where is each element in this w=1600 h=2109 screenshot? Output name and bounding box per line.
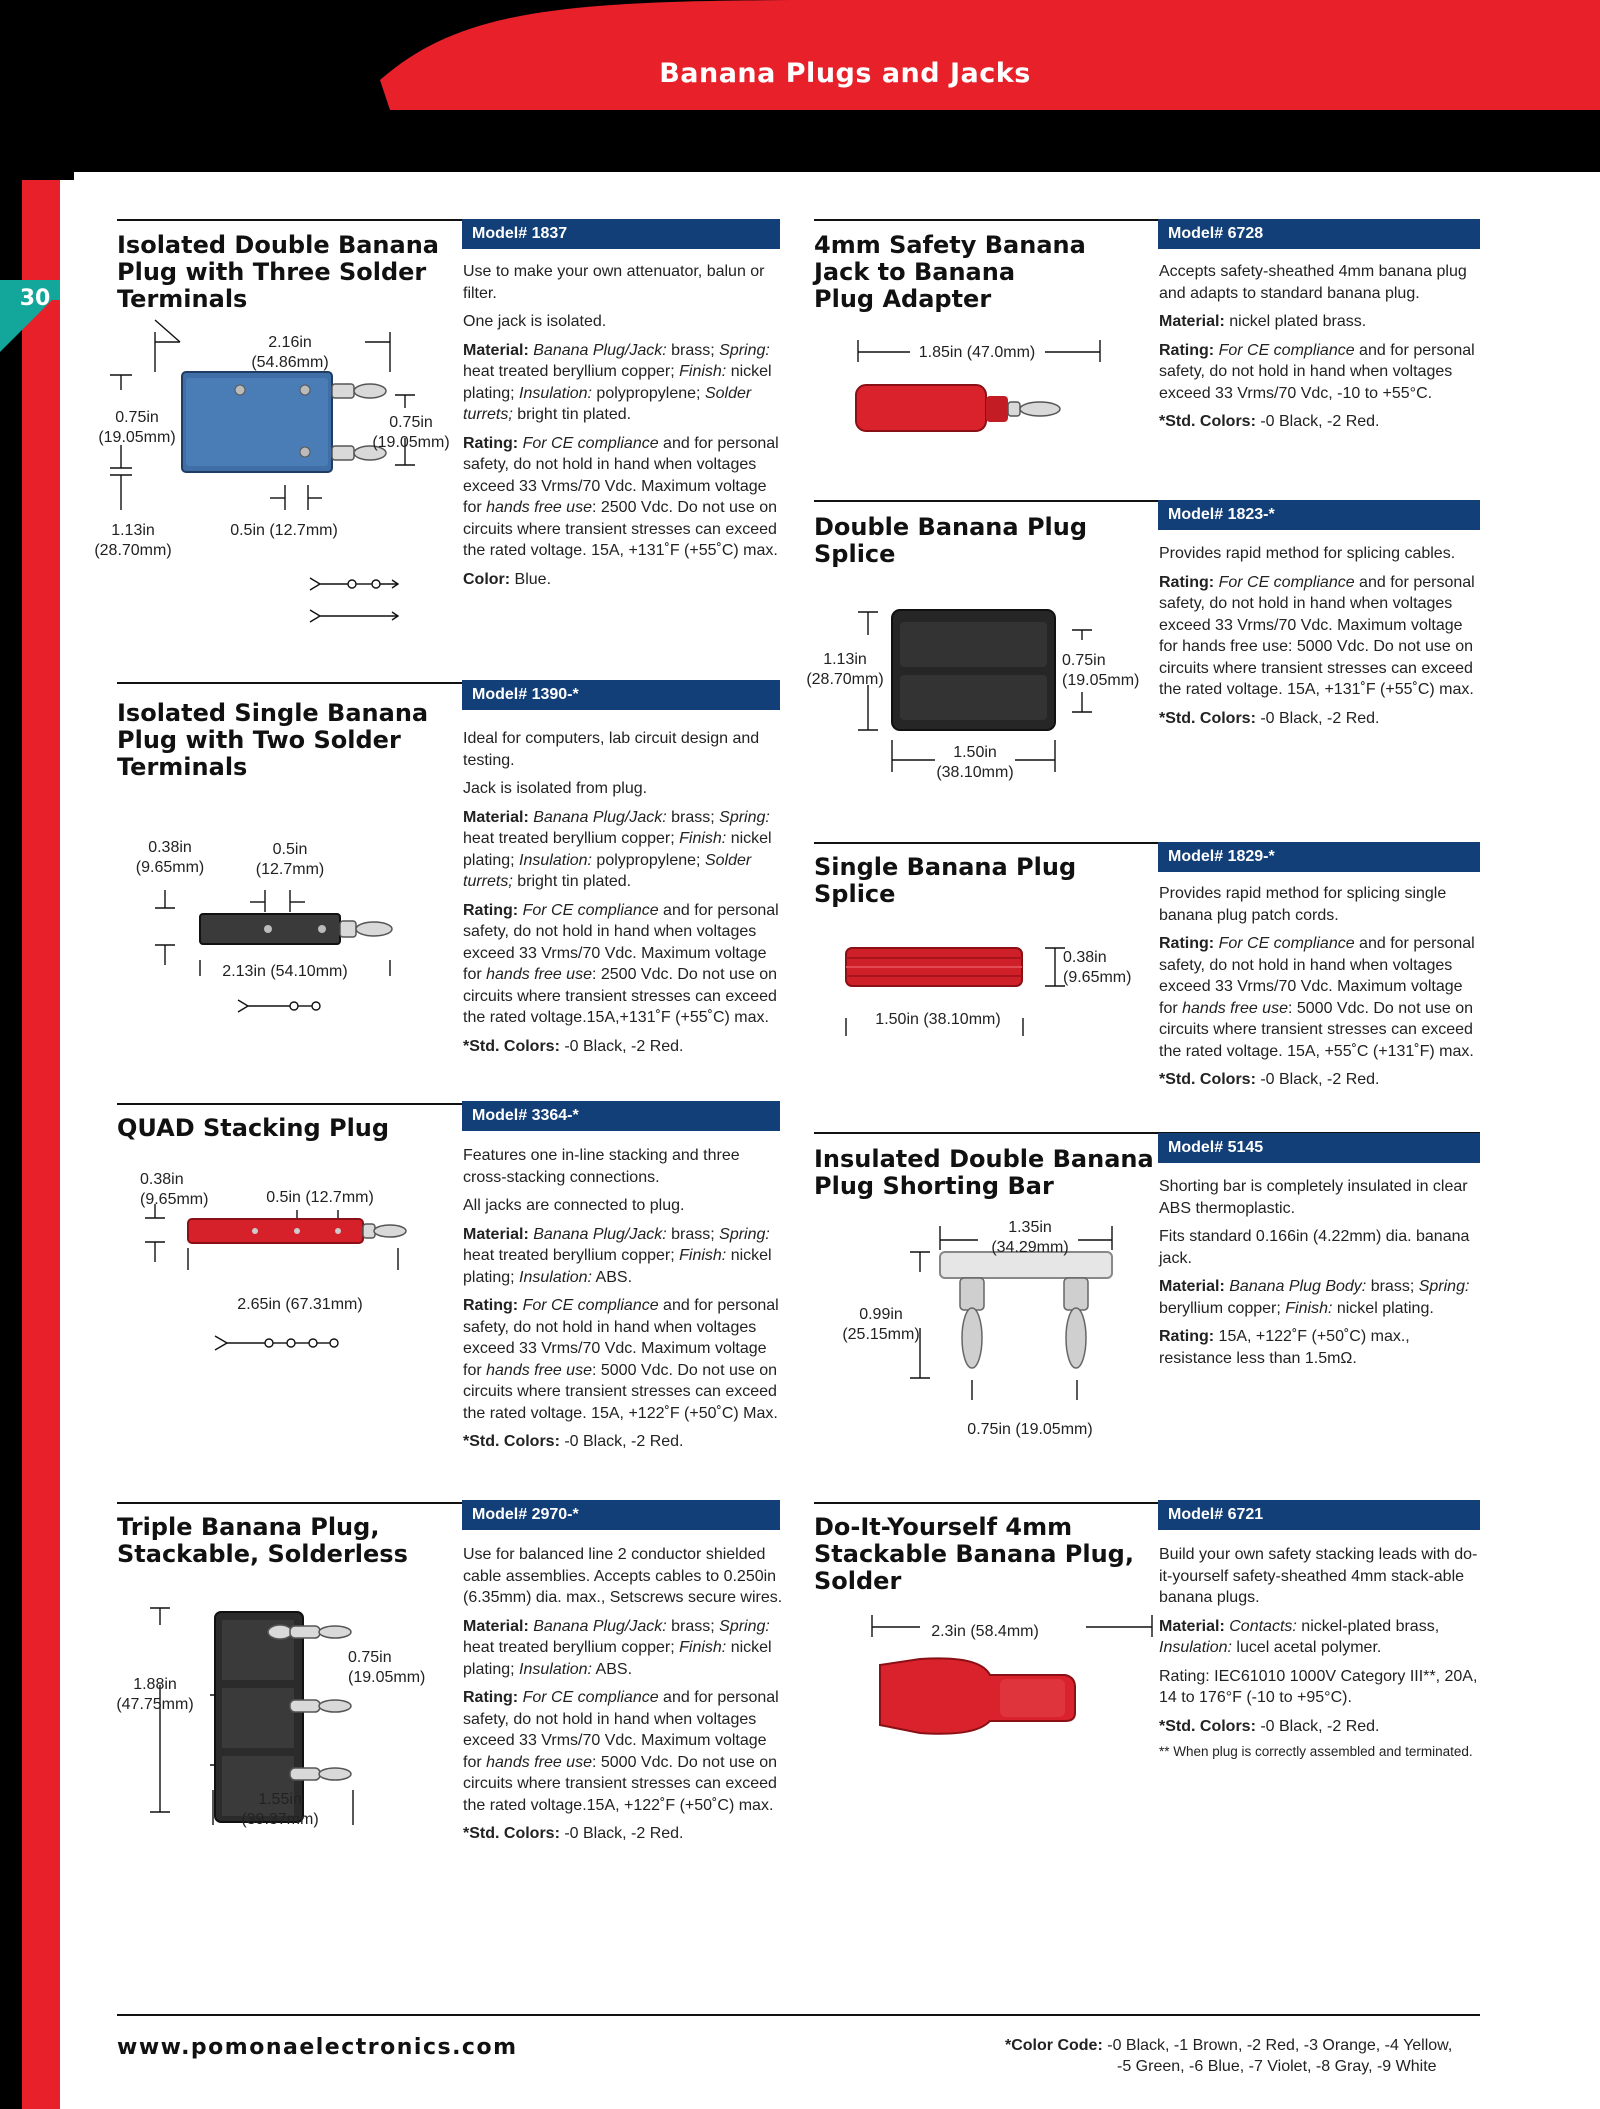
- model-number-bar: Model# 1390-*: [462, 680, 780, 710]
- dim-spacing: 0.75in (19.05mm): [1062, 652, 1140, 689]
- product-title: Isolated Single Banana Plug with Two Solder Terminals: [117, 699, 429, 781]
- page-header-title: Banana Plugs and Jacks: [659, 58, 1031, 89]
- model-number-bar: Model# 2970-*: [462, 1500, 780, 1530]
- dim-height: 1.88in (47.75mm): [116, 1676, 194, 1713]
- product-title: Triple Banana Plug, Stackable, Solderless: [117, 1513, 408, 1568]
- model-number-bar: Model# 1837: [462, 219, 780, 249]
- product-description: Shorting bar is completely insulated in clear ABS thermoplastic. Fits standard 0.166in (4.22mm) dia. banana jack. Material: Banana Plug Body: brass; Spring: beryllium copper; Finish: nickel plating. Rating: 15A, +122˚F (+50˚C) max., resistance less than 1.5mΩ.: [1159, 1178, 1470, 1367]
- product-title: 4mm Safety Banana Jack to Banana Plug Adapter: [814, 231, 1086, 313]
- dim-width: 2.16in (54.86mm): [251, 334, 329, 371]
- dim-depth: 1.13in (28.70mm): [94, 522, 172, 559]
- dim-diameter: 0.38in (9.65mm): [135, 839, 205, 876]
- dim-height-right: 0.75in (19.05mm): [372, 414, 450, 451]
- left-color-bar: [0, 180, 74, 2109]
- dim-height: 0.99in (25.15mm): [842, 1306, 920, 1343]
- dim-spacing: 0.75in (19.05mm): [967, 1421, 1093, 1438]
- page-number: 30: [19, 286, 51, 311]
- product-description: Use for balanced line 2 conductor shielded cable assemblies. Accepts cables to 0.250in (6.35mm) dia. max., Setscrews secure wires. Material: Banana Plug/Jack: brass; Spring: heat treated beryllium copper; Finish: nickel plating; Insulation: ABS. Rating: For CE compliance and for personal safety, do not hold in hand when voltages exceed 33 Vrms/70 Vdc. Maximum voltage for hands free use: 5000 Vdc. Do not use on circuits where transient stresses can exceed the rated voltage.15A, +122˚F (+50˚C) max. *Std. Colors: -0 Black, -2 Red.: [463, 1546, 783, 1842]
- footer-website-link[interactable]: www.pomonaelectronics.com: [117, 2035, 518, 2060]
- dim-diameter: 0.38in (9.65mm): [140, 1171, 209, 1208]
- model-number-bar: Model# 5145: [1158, 1133, 1480, 1163]
- dim-length: 1.50in (38.10mm): [875, 1011, 1001, 1028]
- dim-height-left: 0.75in (19.05mm): [98, 409, 176, 446]
- dim-spacing: 0.75in (19.05mm): [348, 1649, 426, 1686]
- model-number-bar: Model# 1829-*: [1158, 842, 1480, 872]
- model-number-bar: Model# 1823-*: [1158, 500, 1480, 530]
- dim-length: 2.65in (67.31mm): [237, 1296, 363, 1313]
- model-number-bar: Model# 6721: [1158, 1500, 1480, 1530]
- dim-length: 1.85in (47.0mm): [918, 344, 1036, 361]
- double-banana-plug-drawing: [90, 320, 420, 680]
- product-title: Single Banana Plug Splice: [814, 853, 1077, 908]
- dim-diameter: 0.38in (9.65mm): [1063, 949, 1132, 986]
- dim-spacing: 0.5in (12.7mm): [266, 1189, 374, 1206]
- product-title: QUAD Stacking Plug: [117, 1114, 390, 1142]
- product-description: Provides rapid method for splicing cables. Rating: For CE compliance and for personal safety, do not hold in hand when voltages exceed 33 Vrms/70 Vdc. Maximum voltage for hands free use: 5000 Vdc. Do not use on circuits where transient stresses can exceed the rated voltage. 15A, +131˚F (+55˚C) max. *Std. Colors: -0 Black, -2 Red.: [1159, 545, 1475, 727]
- dim-spacing: 0.5in (12.7mm): [255, 841, 325, 878]
- dim-width: 1.35in (34.29mm): [991, 1219, 1069, 1256]
- product-description: Provides rapid method for splicing single banana plug patch cords. Rating: For CE compliance and for personal safety, do not hold in hand when voltages exceed 33 Vrms/70 Vdc. Maximum voltage for hands free use: 5000 Vdc. Do not use on circuits where transient stresses can exceed the rated voltage. 15A, +55˚C (+131˚F) max. *Std. Colors: -0 Black, -2 Red.: [1159, 885, 1475, 1088]
- product-description: Ideal for computers, lab circuit design and testing. Jack is isolated from plug. Material: Banana Plug/Jack: brass; Spring: heat treated beryllium copper; Finish: nickel plating; Insulation: polypropylene; Solder turrets; bright tin plated. Rating: For CE compliance and for personal safety, do not hold in hand when voltages exceed 33 Vrms/70 Vdc. Maximum voltage for hands free use: 2500 Vdc. Do not use on circuits where transient stresses can exceed the rated voltage.15A,+131˚F (+55˚C) max. *Std. Colors: -0 Black, -2 Red.: [463, 730, 779, 1055]
- header-banner: [0, 0, 1600, 180]
- dim-width: 1.55in (39.37mm): [241, 1791, 319, 1828]
- dim-length: 2.3in (58.4mm): [931, 1623, 1039, 1640]
- dim-length: 2.13in (54.10mm): [222, 963, 348, 980]
- product-title: Do-It-Yourself 4mm Stackable Banana Plug, Solder: [814, 1513, 1134, 1595]
- product-title: Insulated Double Banana Plug Shorting Bar: [814, 1145, 1154, 1200]
- dim-width: 1.50in (38.10mm): [936, 744, 1014, 781]
- product-description: Build your own safety stacking leads with do-it-yourself safety-sheathed 4mm stack-able banana plugs. Material: Contacts: nickel-plated brass, Insulation: lucel acetal polymer. Rating: IEC61010 1000V Category III**, 20A, 14 to 176°F (-10 to +95°C). *Std. Colors: -0 Black, -2 Red. ** When plug is correctly assembled and terminated.: [1159, 1546, 1478, 1759]
- color-code-label: *Color Code:: [1005, 2037, 1103, 2054]
- single-banana-plug-drawing: [90, 860, 420, 1060]
- model-number-bar: Model# 6728: [1158, 219, 1480, 249]
- dim-spacing: 0.5in (12.7mm): [230, 522, 338, 539]
- footer-rule: [117, 2014, 1480, 2016]
- product-title: Double Banana Plug Splice: [814, 513, 1088, 568]
- product-title: Isolated Double Banana Plug with Three Solder Terminals: [117, 231, 439, 313]
- dim-height: 1.13in (28.70mm): [806, 651, 884, 688]
- product-description: Use to make your own attenuator, balun or filter. One jack is isolated. Material: Banana Plug/Jack: brass; Spring: heat treated beryllium copper; Finish: nickel plating; Insulation: polypropylene; Solder turrets; bright tin plated. Rating: For CE compliance and for personal safety, do not hold in hand when voltages exceed 33 Vrms/70 Vdc. Maximum voltage for hands free use: 2500 Vdc. Do not use on circuits where transient stresses can exceed the rated voltage. 15A, +131˚F (+55˚C) max. Color: Blue.: [463, 263, 779, 588]
- model-number-bar: Model# 3364-*: [462, 1101, 780, 1131]
- footer-color-codes: *Color Code: -0 Black, -1 Brown, -2 Red, -3 Orange, -4 Yellow, -5 Green, -6 Blue, -7 Violet, -8 Gray, -9 White: [1005, 2037, 1453, 2075]
- product-description: Features one in-line stacking and three cross-stacking connections. All jacks are connected to plug. Material: Banana Plug/Jack: brass; Spring: heat treated beryllium copper; Finish: nickel plating; Insulation: ABS. Rating: For CE compliance and for personal safety, do not hold in hand when voltages exceed 33 Vrms/70 Vdc. Maximum voltage for hands free use: 5000 Vdc. Do not use on circuits where transient stresses can exceed the rated voltage. 15A, +122˚F (+50˚C) Max. *Std. Colors: -0 Black, -2 Red.: [463, 1147, 779, 1450]
- product-description: Accepts safety-sheathed 4mm banana plug and adapts to standard banana plug. Material: nickel plated brass. Rating: For CE compliance and for personal safety, do not hold in hand when voltages exceed 33 Vrms/70 Vdc, -10 to +55°C. *Std. Colors: -0 Black, -2 Red.: [1159, 263, 1475, 430]
